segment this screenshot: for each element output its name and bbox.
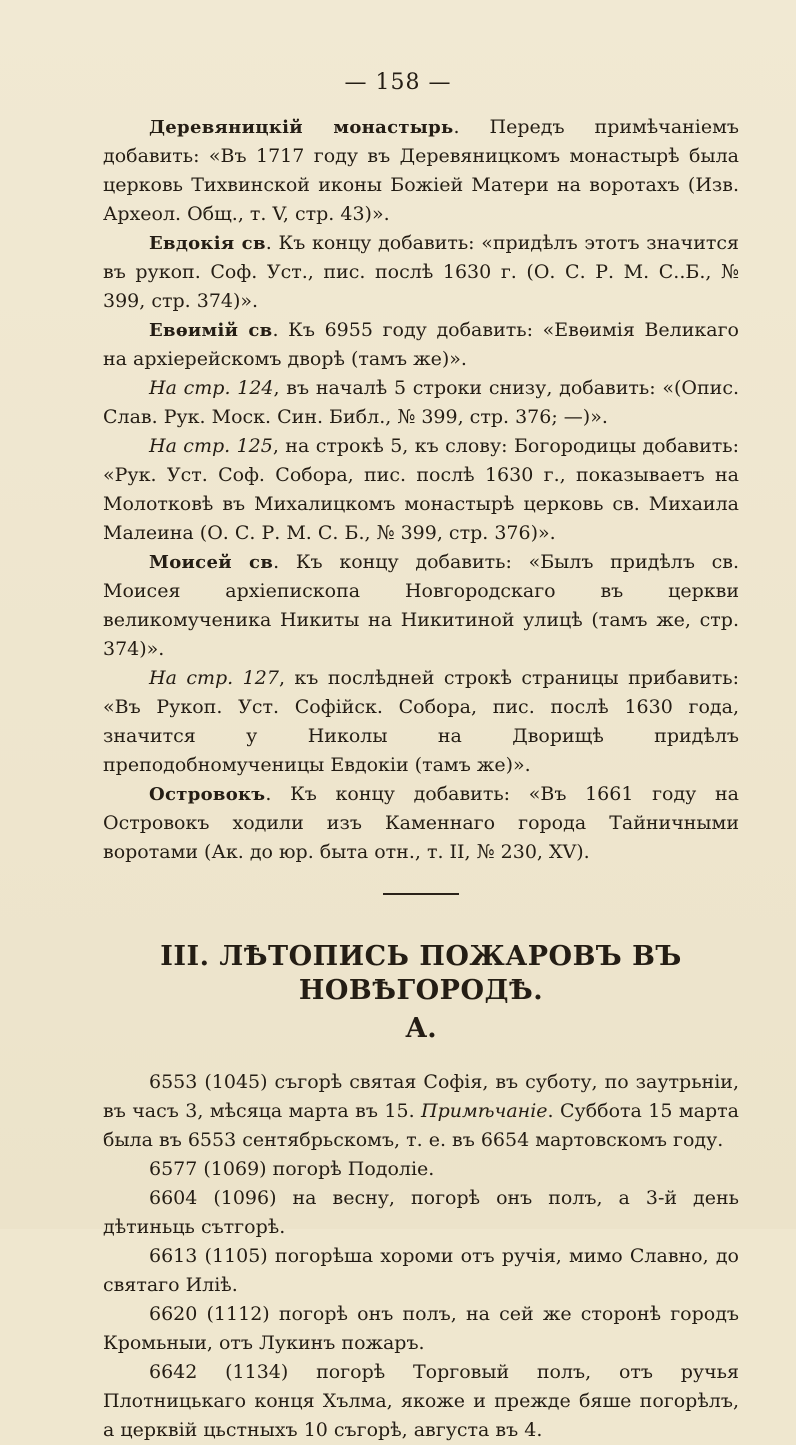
entry-body: , въ началѣ 5 строки снизу, добавить: «(Опис. Слав. Рук. Моск. Син. Библ., № 399, стр. 376; —)».	[103, 377, 739, 428]
chronicle-entry	[103, 1155, 739, 1184]
entry-body: . Къ 6955 году добавить: «Евѳимія Великаго на архіерейскомъ дворѣ (тамъ же)».	[103, 319, 739, 370]
section-title: III. ЛѢТОПИСЬ ПОЖАРОВЪ ВЪ НОВѢГОРОДѢ.	[160, 941, 682, 1006]
entry-paragraph	[103, 316, 739, 374]
chronicle-entry	[103, 1068, 739, 1155]
chronicle-text: 6613 (1105) погорѣша хороми отъ ручія, мимо Славно, до святаго Илiѣ.	[103, 1245, 739, 1296]
chronicle-note-label: Примѣчаніе	[421, 1100, 548, 1122]
entry-body: . Передъ примѣчаніемъ добавить: «Въ 1717 году въ Деревяницкомъ монастырѣ была церковь Тихвинской иконы Божіей Матери на воротахъ (Изв. Археол. Общ., т. V, стр. 43)».	[103, 116, 739, 225]
entry-paragraph	[103, 229, 739, 316]
entry-paragraph	[103, 113, 739, 229]
chronicle-text: 6642 (1134) погорѣ Торговый полъ, отъ ручья Плотницькаго конця Хълма, якоже и прежде бяше погорѣлъ, а церквій цьстныхъ 10 съгорѣ, августа въ 4.	[103, 1361, 739, 1441]
entry-body: . Къ концу добавить: «Въ 1661 году на Островокъ ходили изъ Каменнаго города Тайничными воротами (Ак. до юр. быта отн., т. II, № 230, XV).	[103, 783, 739, 863]
chronicle-entry	[103, 1300, 739, 1358]
entry-paragraph	[103, 664, 739, 780]
entry-paragraph	[103, 374, 739, 432]
entry-heading: Евѳимій св	[149, 320, 273, 341]
entry-paragraph	[103, 432, 739, 548]
page-text	[103, 113, 739, 1445]
entry-heading: Деревяницкій монастырь	[149, 117, 454, 138]
entry-heading: Островокъ	[149, 784, 266, 805]
entry-body: . Къ концу добавить: «придѣлъ этотъ значится въ рукоп. Соф. Уст., пис. послѣ 1630 г. (О. С. Р. М. С..Б., № 399, стр. 374)».	[103, 232, 739, 312]
entry-heading: Евдокія св	[149, 233, 266, 254]
chronicle-entry	[103, 1242, 739, 1300]
section-divider	[383, 893, 459, 895]
chronicle-text: 6553 (1045) съгорѣ святая Софія, въ суботу, по заутрьніи, въ часъ 3, мѣсяца марта въ 15.	[103, 1071, 739, 1122]
entry-body: , на строкѣ 5, къ слову: Богородицы добавить: «Рук. Уст. Соф. Собора, пис. послѣ 1630 г., показываетъ на Молотковѣ въ Михалицкомъ монастырѣ церковь св. Михаила Малеина (О. С. Р. М. С. Б., № 399, стр. 376)».	[103, 435, 739, 544]
chronicle-text: 6604 (1096) на весну, погорѣ онъ полъ, а 3-й день дѣтиньць сътгорѣ.	[103, 1187, 739, 1238]
entry-paragraph	[103, 548, 739, 664]
section-subtitle: А.	[405, 1013, 437, 1044]
chronicle-entry	[103, 1358, 739, 1445]
entry-reference: На стр. 127	[149, 667, 279, 689]
chronicle-entry	[103, 1184, 739, 1242]
entry-heading: Моисей св	[149, 552, 274, 573]
entry-body: , къ послѣдней строкѣ страницы прибавить: «Въ Рукоп. Уст. Софійск. Собора, пис. послѣ 1630 года, значится у Николы на Дворищѣ придѣлъ преподобномученицы Евдокіи (тамъ же)».	[103, 667, 740, 776]
entry-paragraph	[103, 780, 739, 867]
chronicle-text: . Суббота 15 марта была въ 6553 сентябрьскомъ, т. е. въ 6654 мартовскомъ году.	[103, 1100, 739, 1151]
entry-reference: На стр. 125	[149, 435, 273, 457]
entry-body: . Къ концу добавить: «Былъ придѣлъ св. Моисея архіепископа Новгородскаго въ церкви великомученика Никиты на Никитиной улицѣ (тамъ же, стр. 374)».	[103, 551, 739, 660]
chronicle-text: 6577 (1069) погорѣ Подоліе.	[149, 1158, 435, 1180]
chronicle-text: 6620 (1112) погорѣ онъ полъ, на сей же сторонѣ городъ Кромьныи, отъ Лукинъ пожаръ.	[103, 1303, 739, 1354]
page-number: — 158 —	[344, 70, 452, 95]
entry-reference: На стр. 124	[149, 377, 274, 399]
